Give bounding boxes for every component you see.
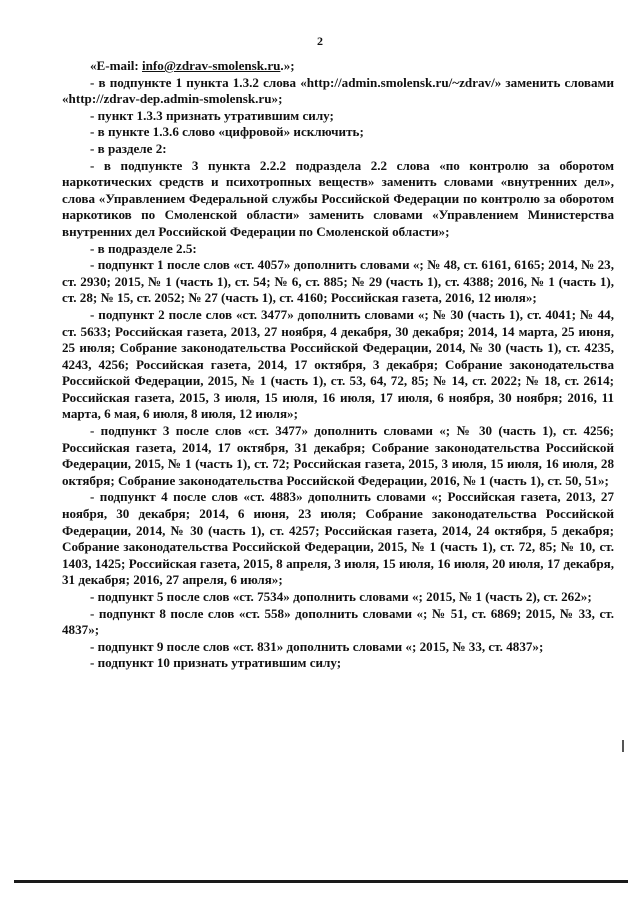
email-suffix: .»; [280, 58, 295, 73]
paragraph-5: - в подпункте 3 пункта 2.2.2 подраздела 2.2 слова «по контролю за оборотом наркотических средств и психотропных веществ» заменить словами «внутренних дел», слова «Управлением Федеральной службы Российской Федерации по контролю за оборотом наркотиков по Смоленской области» заменить словами «Управлением Министерства внутренних дел Российской Федерации по Смоленской области»; [62, 157, 614, 239]
bottom-rule [14, 880, 628, 883]
paragraph-9: - подпункт 3 после слов «ст. 3477» дополнить словами «; № 30 (часть 1), ст. 4256; Российская газета, 2014, 17 октября, 31 декабря; Собрание законодательства Российской Федерации, 2015, № 1 (часть 1), ст. 72; Российская газета, 2015, 3 июля, 15 июля, 16 июля, 28 октября; Собрание законодательства Российской Федерации, 2016, № 1 (часть 1), ст. 50, 51»; [62, 423, 614, 488]
paragraph-8: - подпункт 2 после слов «ст. 3477» дополнить словами «; № 30 (часть 1), ст. 4041; № 44, ст. 5633; Российская газета, 2013, 27 ноября, 4 декабря, 30 декабря; 2014, 14 марта, 25 июня, 25 июля; Собрание законодательства Российской Федерации, 2014, № 30 (часть 1), ст. 4235, 4243, 4256; Российская газета, 2014, 17 октября, 3 декабря; Собрание законодательства Российской Федерации, 2015, № 1 (часть 1), ст. 53, 64, 72, 85; № 14, ст. 2022; № 18, ст. 2614; Российская газета, 2015, 3 июля, 15 июля, 16 июля, 17 июля, 6 ноября, 30 ноября; 2016, 11 марта, 6 мая, 6 июля, 8 июля, 12 июля»; [62, 306, 614, 422]
email-prefix: «E-mail: [90, 58, 143, 73]
paragraph-11: - подпункт 5 после слов «ст. 7534» дополнить словами «; 2015, № 1 (часть 2), ст. 262»; [90, 589, 592, 604]
paragraph-7: - подпункт 1 после слов «ст. 4057» дополнить словами «; № 48, ст. 6161, 6165; 2014, № 23, ст. 2930; 2015, № 1 (часть 1), ст. 54; № 6, ст. 885; № 29 (часть 1), ст. 4388; 2016, № 1 (часть 1), ст. 28; № 15, ст. 2052; № 27 (часть 1), ст. 4160; Российская газета, 2016, 12 июля»; [62, 257, 614, 306]
document-body [62, 58, 614, 672]
page-number: 2 [317, 34, 323, 48]
paragraph-2: - пункт 1.3.3 признать утратившим силу; [90, 107, 334, 123]
paragraph-14: - подпункт 10 признать утратившим силу; [90, 655, 342, 671]
paragraph-4: - в разделе 2: [90, 140, 167, 156]
scan-edge-mark [622, 740, 624, 752]
paragraph-13: - подпункт 9 после слов «ст. 831» дополнить словами «; 2015, № 33, ст. 4837»; [90, 638, 544, 654]
paragraph-12: - подпункт 8 после слов «ст. 558» дополнить словами «; № 51, ст. 6869; 2015, № 33, ст. 4837»; [62, 605, 614, 638]
paragraph-1: - в подпункте 1 пункта 1.3.2 слова «http://admin.smolensk.ru/~zdrav/» заменить словами «http://zdrav-dep.admin-smolensk.ru»; [62, 74, 614, 107]
paragraph-3: - в пункте 1.3.6 слово «цифровой» исключить; [90, 124, 364, 140]
paragraph-6: - в подразделе 2.5: [90, 240, 197, 256]
email-link[interactable]: info@zdrav-smolensk.ru [142, 58, 281, 73]
email-paragraph [62, 58, 614, 75]
paragraph-10: - подпункт 4 после слов «ст. 4883» дополнить словами «; Российская газета, 2013, 27 ноября, 30 декабря; 2014, 6 июня, 23 июля; Собрание законодательства Российской Федерации, 2014, № 30 (часть 1), ст. 4257; Российская газета, 2014, 24 октября, 5 декабря; Собрание законодательства Российской Федерации, 2015, № 1 (часть 1), ст. 72, 85; № 10, ст. 1403, 1425; Российская газета, 2015, 8 апреля, 3 июля, 15 июля, 16 июля, 20 июля, 17 декабря, 31 декабря; 2016, 27 апреля, 6 июля»; [62, 489, 614, 588]
